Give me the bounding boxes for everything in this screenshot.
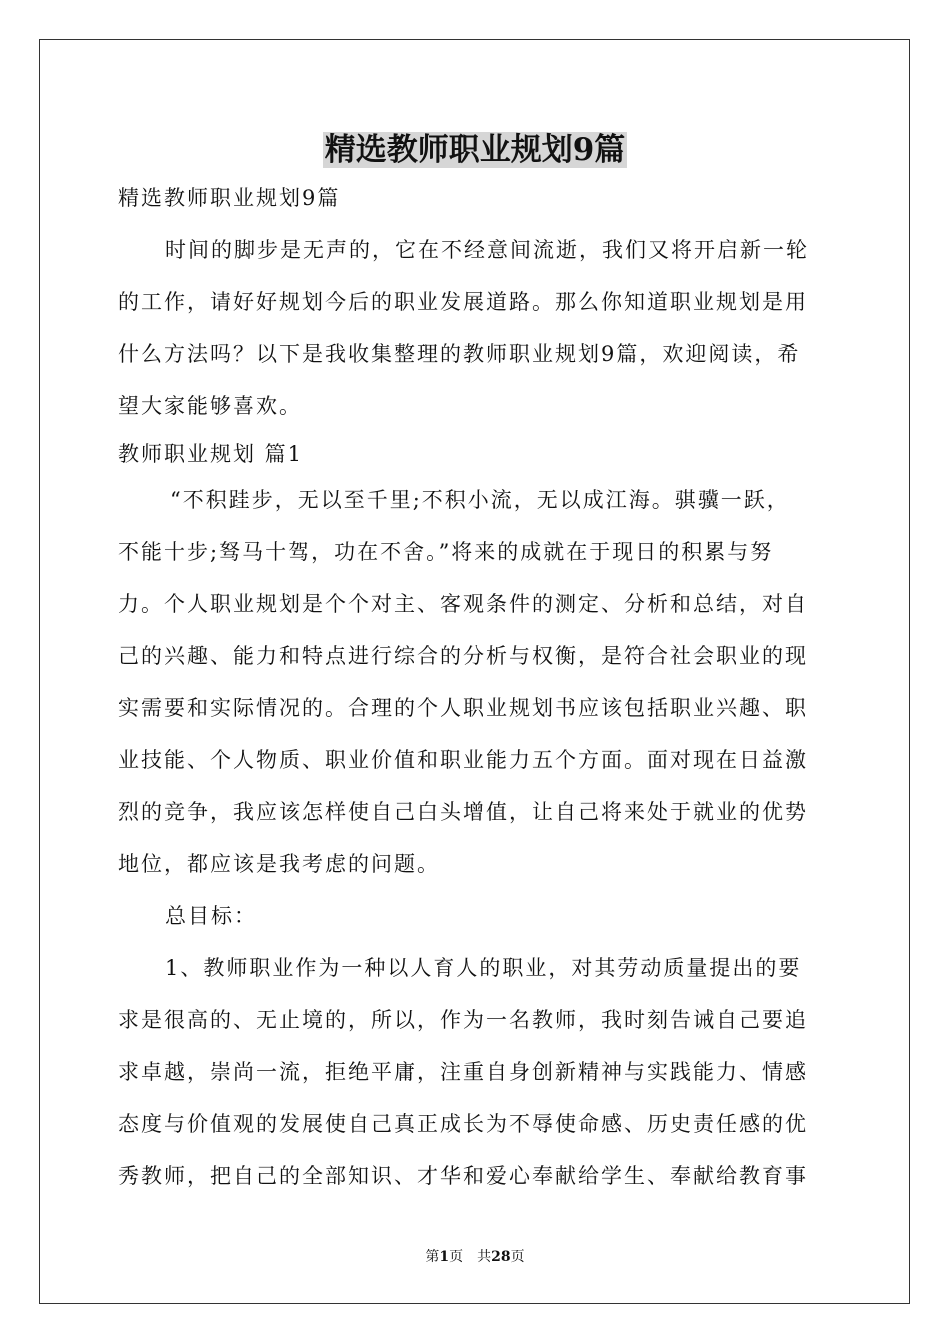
- page-mid: 页 共: [449, 1249, 492, 1265]
- page-total: 28: [491, 1249, 511, 1265]
- paragraph-line: 力。个人职业规划是个个对主、客观条件的测定、分析和总结，对自: [118, 592, 808, 616]
- paragraph-line: 的工作，请好好规划今后的职业发展道路。那么你知道职业规划是用: [118, 290, 808, 314]
- page-prefix: 第: [425, 1249, 440, 1265]
- subtitle-line: 精选教师职业规划9篇: [118, 186, 341, 210]
- paragraph-line: 秀教师，把自己的全部知识、才华和爱心奉献给学生、奉献给教育事: [118, 1164, 808, 1188]
- paragraph-line: 望大家能够喜欢。: [118, 394, 302, 418]
- paragraph-line: 总目标：: [165, 904, 257, 928]
- paragraph-line: 1、教师职业作为一种以人育人的职业，对其劳动质量提出的要: [165, 956, 802, 980]
- page-current: 1: [439, 1249, 450, 1265]
- paragraph-line: 不能十步;驽马十驾，功在不舍。”将来的成就在于现日的积累与努: [118, 540, 774, 564]
- paragraph-line: 地位，都应该是我考虑的问题。: [118, 852, 440, 876]
- page-footer: [0, 1246, 950, 1266]
- paragraph-line: 己的兴趣、能力和特点进行综合的分析与权衡，是符合社会职业的现: [118, 644, 808, 668]
- document-title: [0, 128, 950, 172]
- document-title-text: 精选教师职业规划9篇: [324, 132, 626, 168]
- paragraph-line: 什么方法吗？以下是我收集整理的教师职业规划9篇，欢迎阅读，希: [118, 342, 801, 366]
- section-heading: 教师职业规划 篇1: [118, 442, 304, 466]
- paragraph-line: 求是很高的、无止境的，所以，作为一名教师，我时刻告诫自己要追: [118, 1008, 808, 1032]
- paragraph-line: 实需要和实际情况的。合理的个人职业规划书应该包括职业兴趣、职: [118, 696, 808, 720]
- paragraph-line: “不积跬步，无以至千里;不积小流，无以成江海。骐骥一跃，: [170, 488, 790, 512]
- paragraph-line: 态度与价值观的发展使自己真正成长为不辱使命感、历史责任感的优: [118, 1112, 808, 1136]
- paragraph-line: 时间的脚步是无声的，它在不经意间流逝，我们又将开启新一轮: [165, 238, 809, 262]
- paragraph-line: 烈的竞争，我应该怎样使自己白头增值，让自己将来处于就业的优势: [118, 800, 808, 824]
- paragraph-line: 业技能、个人物质、职业价值和职业能力五个方面。面对现在日益激: [118, 748, 808, 772]
- paragraph-line: 求卓越，崇尚一流，拒绝平庸，注重自身创新精神与实践能力、情感: [118, 1060, 808, 1084]
- page-suffix: 页: [510, 1249, 525, 1265]
